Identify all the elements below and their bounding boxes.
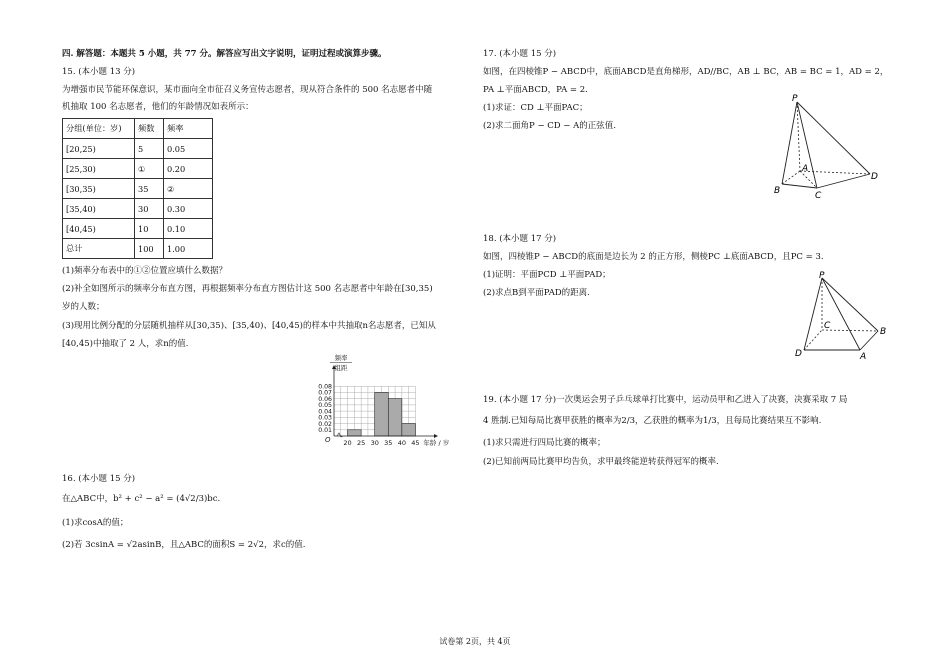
q15-part1: (1)频率分布表中的①②位置应填什么数据？ <box>62 266 228 276</box>
x-tick-label: 40 <box>397 439 406 447</box>
table-header-cell: 分组(单位：岁) <box>63 119 135 139</box>
vertex-label-D: D <box>871 172 878 182</box>
histogram-bar <box>402 424 416 436</box>
vertex-label-B: B <box>774 186 781 196</box>
table-cell: 0.20 <box>164 159 213 179</box>
histogram-bar <box>348 430 362 436</box>
q16-title: 16. (本小题 15 分) <box>62 474 136 484</box>
y-tick-label: 0.06 <box>318 395 332 403</box>
table-cell: ① <box>135 159 164 179</box>
y-tick-label: 0.03 <box>318 414 332 422</box>
table-cell: 35 <box>135 179 164 199</box>
section-header: 四. 解答题：本题共 5 小题，共 77 分。解答应写出文字说明，证明过程或演算步骤。 <box>62 49 387 59</box>
y-tick-label: 0.02 <box>318 420 332 428</box>
table-cell: 30 <box>135 199 164 219</box>
vertex-label-A: A <box>802 164 809 174</box>
table-header-cell: 频数 <box>135 119 164 139</box>
edge-PB <box>822 278 878 331</box>
edge-AB <box>860 331 878 350</box>
table-row <box>63 159 213 179</box>
y-tick-label: 0.05 <box>318 402 332 410</box>
y-tick-label: 0.01 <box>318 426 332 434</box>
q18-title: 18. (本小题 17 分) <box>483 234 557 244</box>
q19-part2: (2)已知前两局比赛甲均告负，求甲最终能逆转获得冠军的概率. <box>483 457 719 467</box>
page-footer: 试卷第 2页，共 4页 <box>439 637 511 646</box>
x-axis-arrow <box>434 434 438 438</box>
table-cell: [35,40) <box>63 199 135 219</box>
y-tick-label: 0.08 <box>318 383 332 391</box>
table-row <box>63 239 213 259</box>
vertex-label-D: D <box>795 349 802 359</box>
histogram-bar <box>375 392 389 436</box>
table-row <box>63 219 213 239</box>
edge-BC <box>782 184 817 188</box>
vertex-label-C: C <box>815 191 822 201</box>
table-cell: 10 <box>135 219 164 239</box>
x-tick-label: 30 <box>370 439 379 447</box>
table-cell: [20,25) <box>63 139 135 159</box>
x-tick-label: 20 <box>343 439 352 447</box>
x-tick-label: 25 <box>357 439 366 447</box>
y-tick-label: 0.07 <box>318 389 332 397</box>
q15-part2-line2: 岁的人数； <box>62 302 105 312</box>
edge-AD <box>800 171 870 174</box>
q15-part2-line1: (2)补全如图所示的频率分布直方图，再根据频率分布直方图估计这 500 名志愿者中年龄在[30,35) <box>62 284 433 294</box>
table-cell: 0.05 <box>164 139 213 159</box>
q17-part2: (2)求二面角P − CD − A的正弦值. <box>483 121 616 131</box>
q19-part1: (1)求只需进行四局比赛的概率； <box>483 438 606 448</box>
q18-part1: (1)证明：平面PCD ⊥平面PAD； <box>483 270 611 280</box>
table-row <box>63 179 213 199</box>
q16-part2: (2)若 3csinA = √2asinB，且△ABC的面积S = 2√2，求c的值. <box>62 540 306 550</box>
q19-title-line: 19. (本小题 17 分)一次奥运会男子乒乓球单打比赛中，运动员甲和乙进入了决赛，决赛采取 7 局 <box>483 395 848 405</box>
table-cell: [25,30) <box>63 159 135 179</box>
edge-PB <box>782 102 797 184</box>
edge-PA <box>822 278 860 350</box>
vertex-label-P: P <box>819 271 825 281</box>
q17-title: 17. (本小题 15 分) <box>483 49 557 59</box>
vertex-label-P: P <box>792 94 798 104</box>
table-header-row <box>63 119 213 139</box>
edge-PD <box>804 278 822 350</box>
vertex-label-B: B <box>880 327 887 337</box>
table-cell: 0.30 <box>164 199 213 219</box>
q17-part1: (1)求证：CD ⊥平面PAC； <box>483 103 588 113</box>
y-tick-label: 0.04 <box>318 408 332 416</box>
q15-intro-line2: 机抽取 100 名志愿者，他们的年龄情况如表所示： <box>62 102 254 112</box>
q18-part2: (2)求点B到平面PAD的距离. <box>483 288 590 298</box>
edge-CD <box>817 174 870 188</box>
vertex-label-A: A <box>860 352 867 362</box>
table-cell: [40,45) <box>63 219 135 239</box>
table-row <box>63 199 213 219</box>
q18-pyramid-figure <box>790 270 890 365</box>
table-cell: ② <box>164 179 213 199</box>
x-tick-label: 35 <box>384 439 393 447</box>
y-axis-label-bottom: 组距 <box>334 364 348 372</box>
q19-line2: 4 胜制.已知每局比赛甲获胜的概率为2/3，乙获胜的概率为1/3，且每局比赛结果互不影响. <box>483 416 822 426</box>
vertex-label-C: C <box>824 321 831 331</box>
q17-pyramid-figure <box>770 92 880 202</box>
table-cell: 总计 <box>63 239 135 259</box>
table-header-cell: 频率 <box>164 119 213 139</box>
x-tick-label: 45 <box>411 439 420 447</box>
q17-stem-line1: 如图，在四棱锥P − ABCD中，底面ABCD是直角梯形，AD//BC，AB ⊥ BC，AB = BC = 1，AD = 2， <box>483 67 889 77</box>
x-axis-label: 年龄 / 岁 <box>423 439 450 447</box>
table-cell: [30,35) <box>63 179 135 199</box>
q18-stem: 如图，四棱锥P − ABCD的底面是边长为 2 的正方形，侧棱PC ⊥底面ABCD，且PC = 3. <box>483 252 824 262</box>
q15-intro-line1: 为增强市民节能环保意识，某市面向全市征召义务宣传志愿者，现从符合条件的 500 名志愿者中随 <box>62 85 433 95</box>
frequency-table <box>62 118 213 259</box>
table-cell: 100 <box>135 239 164 259</box>
q16-stem: 在△ABC中，b² + c² − a² = (4√2/3)bc. <box>62 494 221 504</box>
y-axis-label-top: 频率 <box>334 354 348 362</box>
q15-part3-line2: [40,45)中抽取了 2 人，求n的值. <box>62 339 189 349</box>
histogram-bar <box>388 399 402 436</box>
origin-label: O <box>325 436 331 444</box>
frequency-histogram <box>296 350 476 455</box>
table-cell: 1.00 <box>164 239 213 259</box>
q15-part3-line1: (3)现用比例分配的分层随机抽样从[30,35)、[35,40)、[40,45)的样本中共抽取n名志愿者，已知从 <box>62 321 436 331</box>
table-cell: 5 <box>135 139 164 159</box>
q15-title: 15. (本小题 13 分) <box>62 67 136 77</box>
edge-PC <box>797 102 817 188</box>
edge-AB <box>782 171 800 184</box>
table-cell: 0.10 <box>164 219 213 239</box>
table-row <box>63 139 213 159</box>
q16-part1: (1)求cosA的值； <box>62 518 129 528</box>
q17-stem-line2: PA ⊥平面ABCD，PA = 2. <box>483 85 588 95</box>
